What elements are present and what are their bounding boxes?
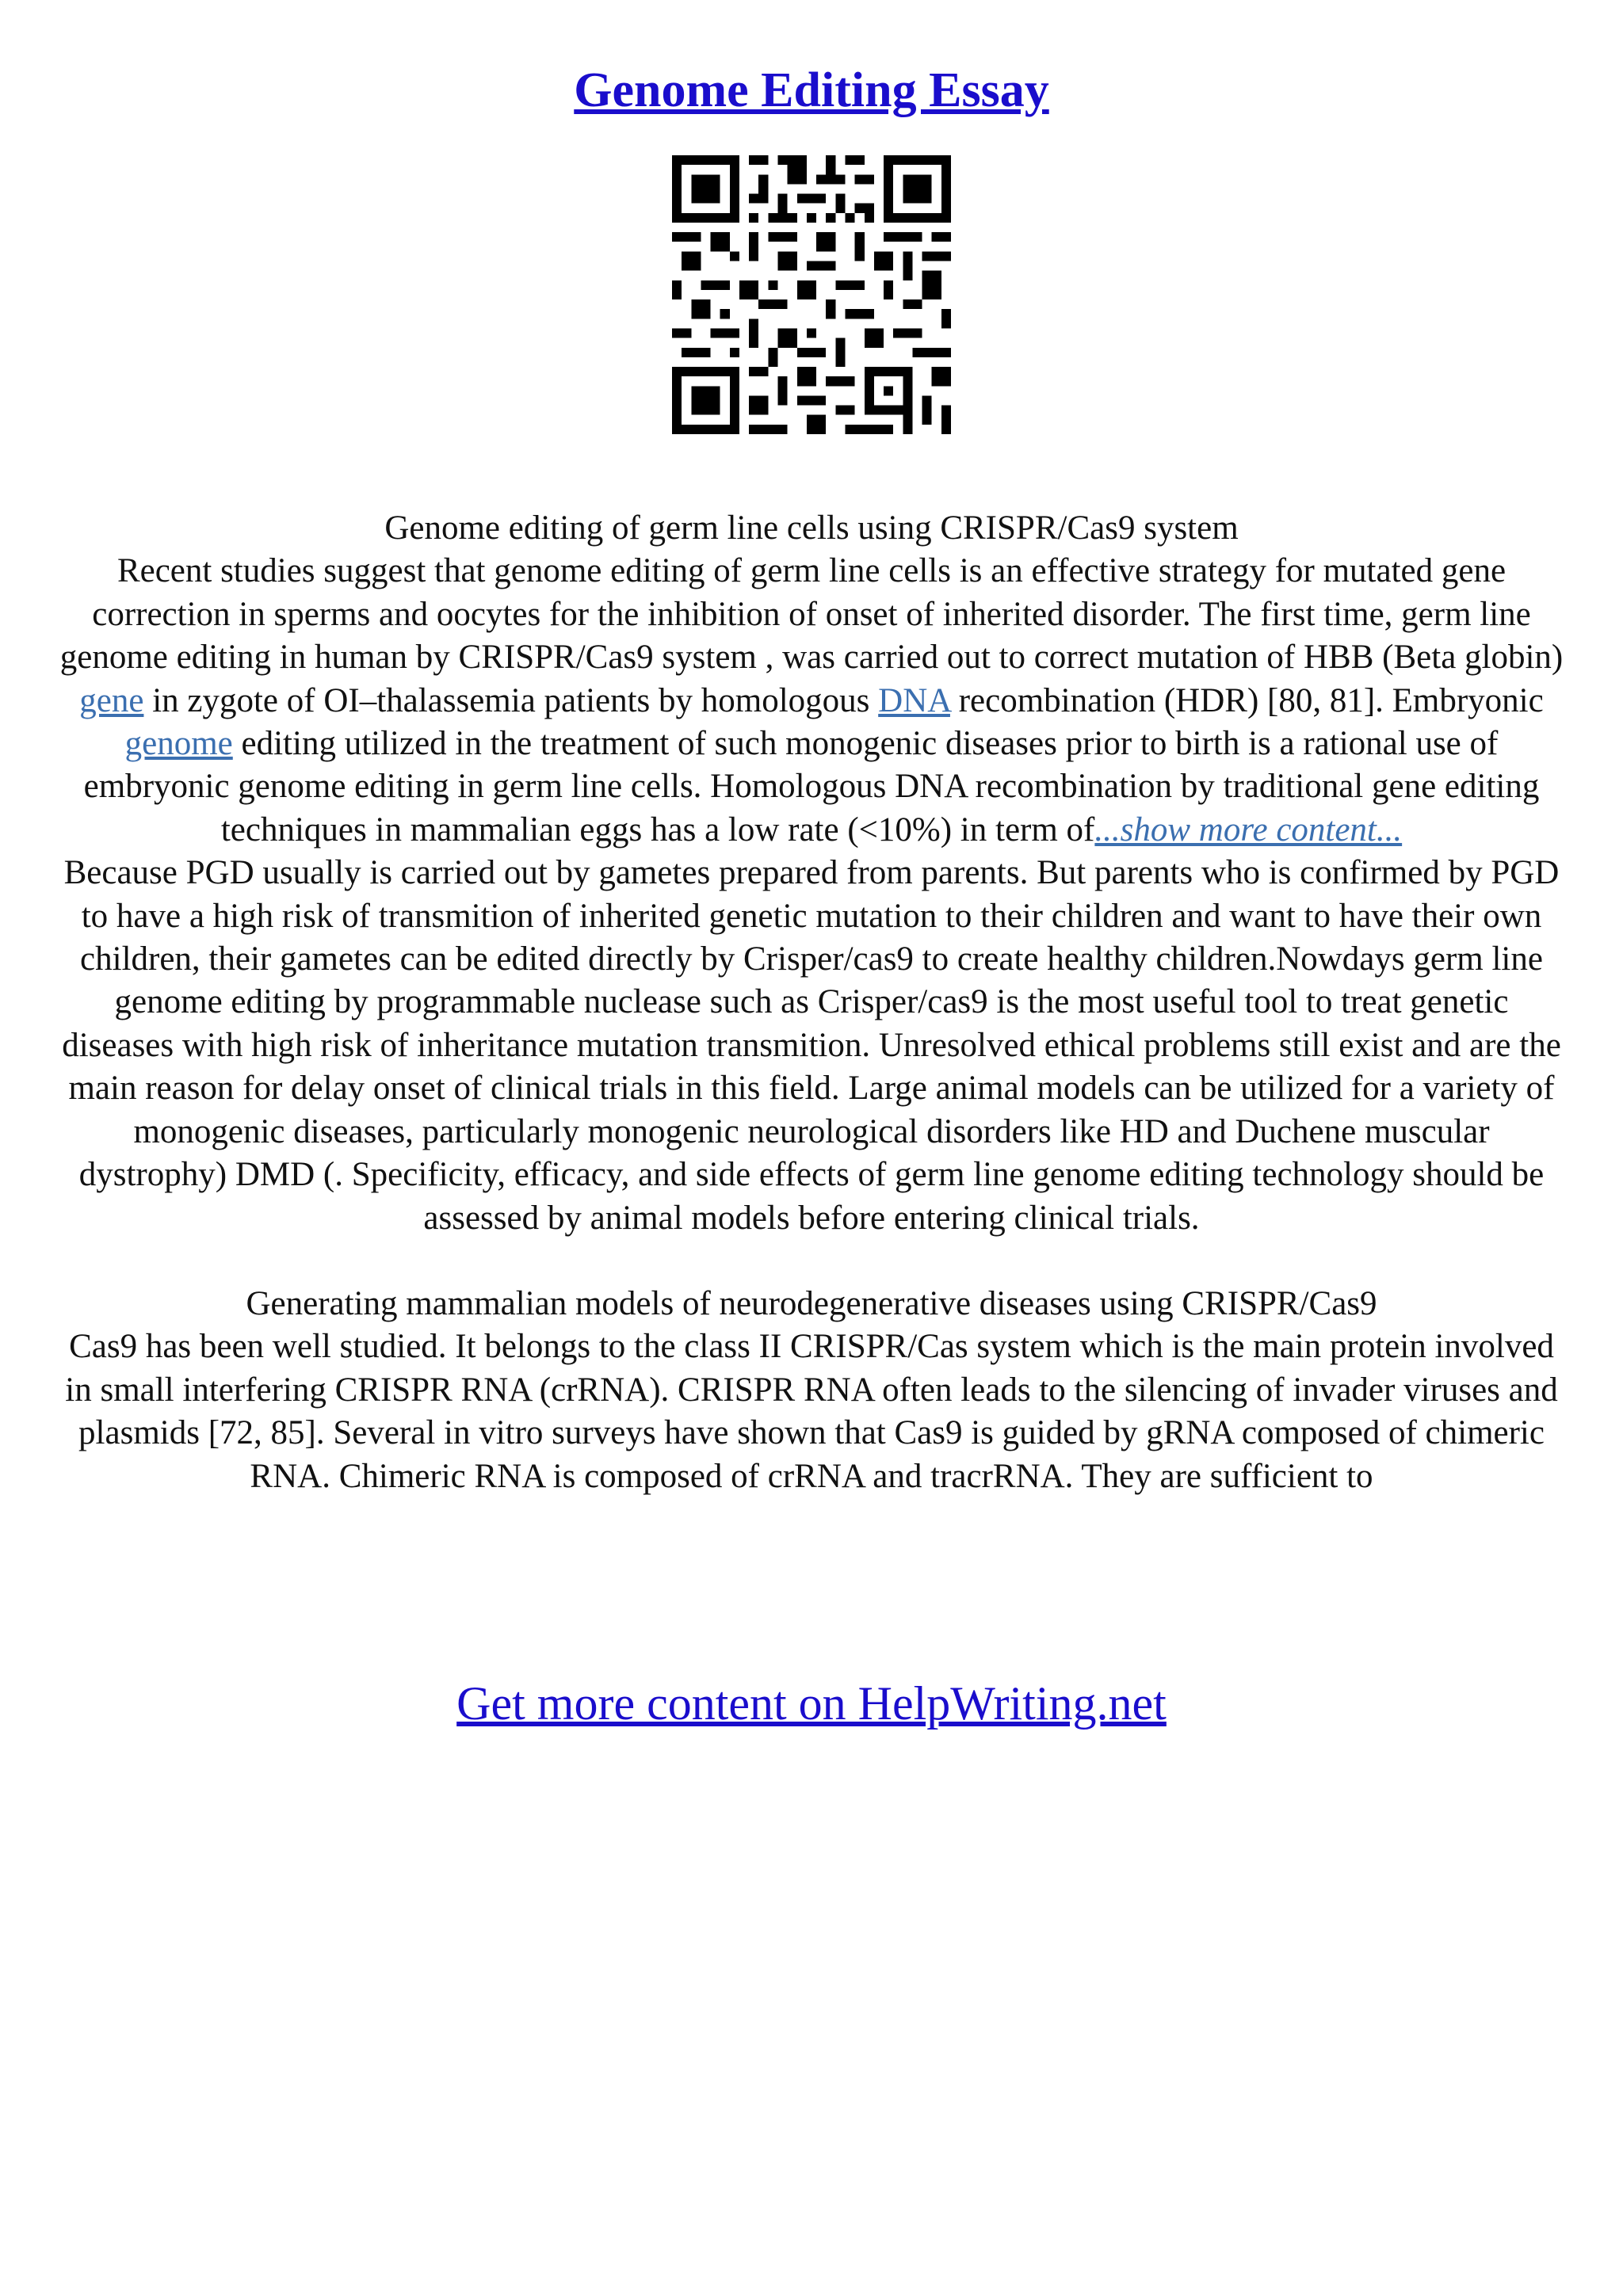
dna-link[interactable]: DNA bbox=[878, 681, 950, 719]
section-heading-models: Generating mammalian models of neurodegenerative diseases using CRISPR/Cas9 bbox=[246, 1284, 1377, 1322]
paragraph-spacer bbox=[55, 1240, 1568, 1283]
qr-code-icon bbox=[672, 155, 951, 434]
paragraph-pgd: Because PGD usually is carried out by gametes prepared from parents. But parents who is confirmed by PGD to have a high risk of transmition of inherited genetic mutation to their children and want to have their own children, their gametes can be edited directly by Crisper/cas9 to create healthy children.Nowdays germ line genome editing by programmable nuclease such as Crisper/cas9 is the most useful tool to treat genetic diseases with high risk of inheritance mutation transmition. Unresolved ethical problems still exist and are the main reason for delay onset of clinical trials in this field. Large animal models can be utilized for a variety of monogenic diseases, particularly monogenic neurological disorders like HD and Duchene muscular dystrophy) DMD (. Specificity, efficacy, and side effects of germ line genome editing technology should be assessed by animal models before entering clinical trials. bbox=[62, 854, 1561, 1237]
title-link[interactable]: Genome Editing Essay bbox=[574, 63, 1049, 117]
paragraph-cas9: Cas9 has been well studied. It belongs to the class II CRISPR/Cas system which is the main protein involved in small interfering CRISPR RNA (crRNA). CRISPR RNA often leads to the silencing of invader viruses and plasmids [72, 85]. Several in vitro surveys have shown that Cas9 is guided by gRNA composed of chimeric RNA. Chimeric RNA is composed of crRNA and tracrRNA. They are sufficient to bbox=[65, 1328, 1558, 1495]
paragraph-text: Recent studies suggest that genome editing of germ line cells is an effective strategy for mutated gene correction in sperms and oocytes for the inhibition of onset of inherited disorder. The first time, germ line genome editing in human by CRISPR/Cas9 system , was carried out to correct mutation of HBB (Beta globin) bbox=[59, 552, 1564, 677]
genome-link[interactable]: genome bbox=[124, 725, 233, 763]
section-heading-germline: Genome editing of germ line cells using CRISPR/Cas9 system bbox=[384, 509, 1239, 547]
paragraph-text: recombination (HDR) [80, 81]. Embryonic bbox=[949, 681, 1544, 719]
paragraph-intro bbox=[55, 550, 1568, 852]
paragraph-text: in zygote of OI–thalassemia patients by homologous bbox=[143, 681, 879, 719]
page-title bbox=[0, 59, 1623, 122]
essay-body bbox=[55, 507, 1568, 1498]
gene-link[interactable]: gene bbox=[79, 681, 144, 719]
paragraph-text: editing utilized in the treatment of such monogenic diseases prior to birth is a rational use of embryonic genome editing in germ line cells. Homologous DNA recombination by traditional gene editing techniques in mammalian eggs has a low rate (<10%) in term of bbox=[83, 725, 1540, 849]
get-more-content-link[interactable]: Get more content on HelpWriting.net bbox=[456, 1677, 1167, 1730]
show-more-link[interactable]: ...show more content... bbox=[1094, 810, 1403, 849]
footer bbox=[0, 1672, 1623, 1735]
